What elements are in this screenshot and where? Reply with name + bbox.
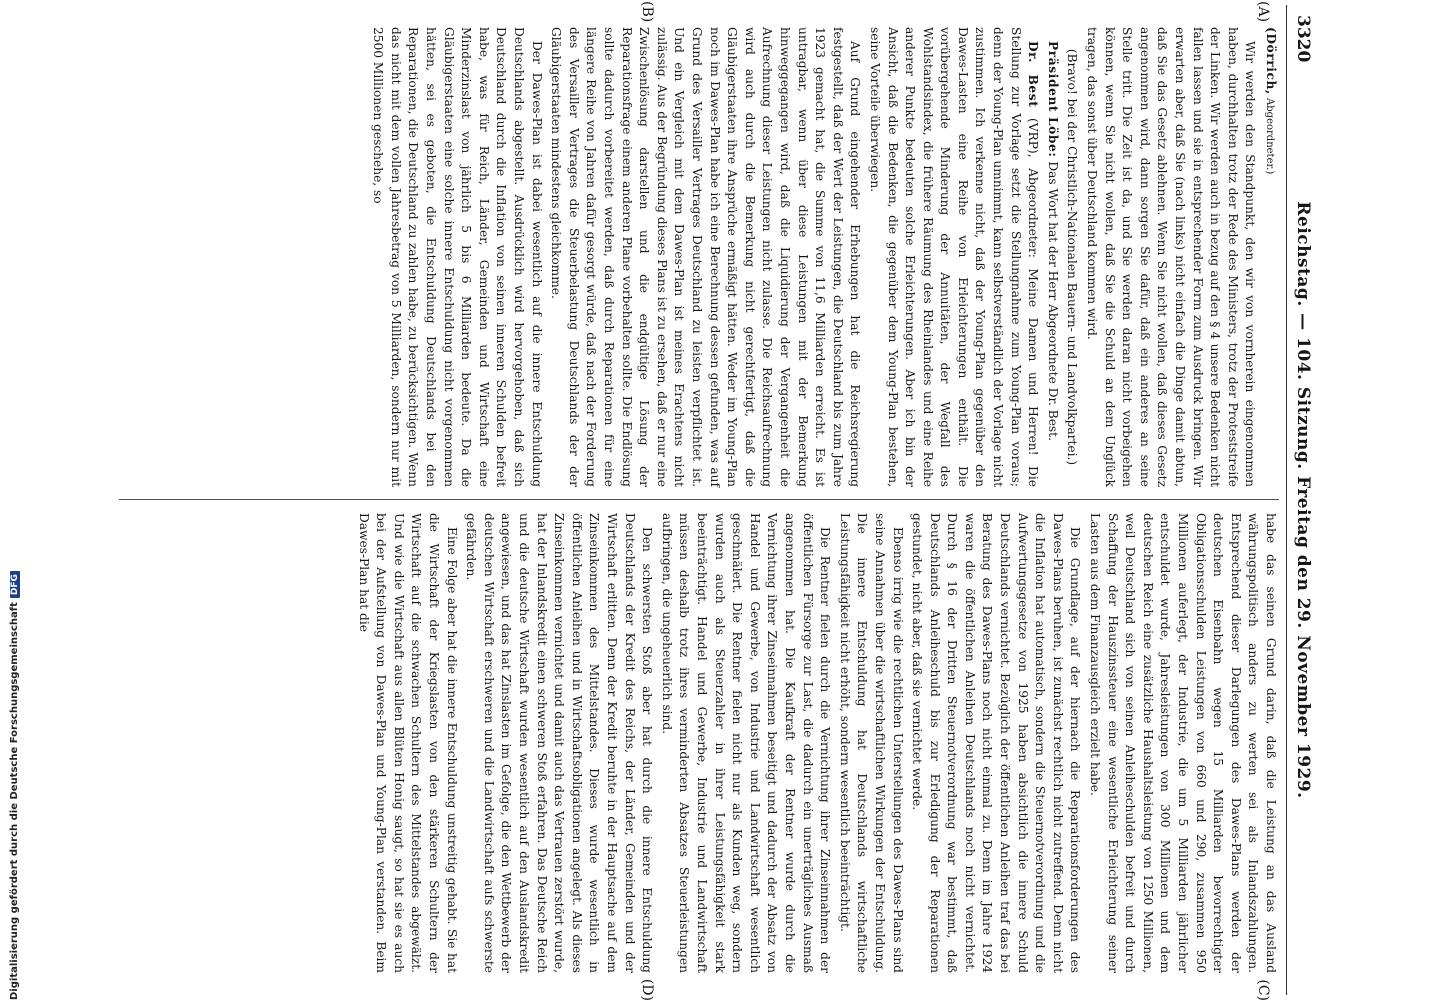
credit-text-wrap	[9, 571, 20, 1000]
credit-strip	[0, 500, 19, 1000]
left-column	[119, 27, 1279, 487]
paragraph: Die Rentner fielen durch die Vernichtung ihrer Zinseinnahmen der öffentlichen Fürsorge zur Last, die dadurch ein unerträgliches Ausmaß angenommen hat. Die Kaufkraft der Rentner wurde durch die Vernichtung ihrer Zinseinnahmen beseitigt und dadurch der Absatz von Handel und Gewerbe, von Industrie und Landwirtschaft wesentlich geschmälert. Die Rentner fielen nicht nur als Kunden weg, sondern wurden auch als Steuerzahler in ihrer Leistungsfähigkeit stark beeinträchtigt. Handel und Gewerbe, Industrie und Landwirtschaft müssen deshalb trotz ihres verminderten Absatzes Steuerleistungen aufbringen, die ungeheuerlich sind.	[659, 513, 833, 973]
margin-marker-b: (B)	[639, 1, 655, 23]
scanned-page	[115, 1, 1315, 1001]
stage-direction: (Bravo! bei der Christlich-Nationalen Bauern- und Landvolkpartei.)	[1065, 48, 1080, 466]
dfg-logo: DFG	[10, 571, 20, 598]
column-divider	[119, 499, 1279, 500]
paragraph	[1260, 27, 1279, 487]
rotated-page-content	[115, 1, 1315, 1001]
paragraph: Den schwersten Stoß aber hat durch die innere Entschuldung Deutschlands der Kredit des Reichs, der Länder, Gemeinden und der Wirtschaft erlitten. Denn der Kredit beruhte in der Hauptsache auf dem Zinseinkommen des Mittelstandes. Dieses wurde wesentlich in öffentlichen Anleihen und in Wirtschaftsobligationen angelegt. Als dieses Zinseinkommen vernichtet und damit auch das Vertrauen zerstört wurde, hat der Inlandskredit einen schweren Stoß erfahren. Das Deutsche Reich und die deutsche Wirtschaft wurden wesentlich auf den Auslandskredit angewiesen, und das hat Zinslasten im Gefolge, die den Wettbewerb der deutschen Wirtschaft erschweren und die Landwirtschaft aufs schwerste gefährden.	[464, 513, 655, 973]
margin-marker-a: (A)	[1255, 1, 1271, 23]
paragraph: Ebenso irrig wie die rechtlichen Unterstellungen des Dawes-Plans sind seine Annahmen über die wirtschaftlichen Wirkungen der Entschuldung. Die innere Entschuldung hat Deutschlands wirtschaftliche Leistungsfähigkeit nicht erhöht, sondern wesentlich beeinträchtigt.	[837, 513, 905, 973]
page-header	[1285, 5, 1315, 995]
speech-text: Das Wort hat der Herr Abgeordnete Dr. Best.	[1045, 157, 1060, 441]
margin-marker-c: (C)	[1255, 979, 1271, 1001]
credit-text: Digitalisierung gefördert durch die Deutsche Forschungsgemeinschaft	[9, 602, 20, 1000]
paragraph: Wir werden den Standpunkt, den wir von vornherein eingenommen haben, durchhalten trotz der Rede des Ministers, trotz der Proteststreife der Linken. Wir werden auch in bezug auf den § 4 unsere Bedenken nicht fallen lassen und sie in entsprechender Form zum Ausdruck bringen. Wir erwarten aber, daß Sie (nach links) nicht einfach die Dinge damit abtun, daß Sie das Gesetz ablehnen. Wenn Sie nicht wollen, daß dieses Gesetz angenommen wird, dann sorgen Sie dafür, daß ein anderes an seine Stelle tritt. Die Zeit ist da, und Sie werden daran nicht vorbeigehen können, wenn Sie nicht wollen, daß Sie die Schuld an dem Unglück tragen, das sonst über Deutschland kommen wird.	[1085, 27, 1258, 487]
running-title: Reichstag. — 104. Sitzung. Freitag den 29. November 1929.	[1293, 201, 1313, 799]
speech-text: (VRP), Abgeordneter: Meine Damen und Herren! Die Stellung zur Vorlage setzt die Stellungnahme zum Young-Plan voraus; denn der Young-Plan umnimmt, kann selbstverständlich der Vorlage nicht zustimmen. Ich verkenne nicht, daß der Young-Plan gegenüber den Dawes-Lasten eine Reihe von Erleichterungen enthält. Die vorübergehende Minderung der Annuitäten, der Wegfall des Wohlstandsindex, die frühere Räumung des Rheinlandes und eine Reihe anderer Punkte bedeuten solche Erleichterungen. Aber ich bin der Ansicht, daß die Bedenken, die gegenüber dem Young-Plan bestehen, seine Vorteile überwiegen.	[867, 27, 1041, 488]
paragraph: Auf Grund eingehender Erhebungen hat die Reichsregierung festgestellt, daß der Wert der Leistungen, die Deutschland bis zum Jahre 1923 gemacht hat, die Summe von 11,6 Milliarden erreicht. Es ist untragbar, wenn über diese Leistungen mit der Bemerkung hinweggegangen wird, daß die Liquidierung der Vergangenheit die Aufrechnung dieser Leistungen nicht zulasse. Die Reichsaufrechnung wird auch durch die Bemerkung nicht gerechtfertigt, daß die Gläubigerstaaten ihre Ansprüche ermäßigt hätten. Weder im Young-Plan noch im Dawes-Plan habe ich eine Berechnung dessen gefunden, was auf Grund des Versailler Vertrages Deutschland zu leisten verpflichtet ist. Und ein Vergleich mit dem Dawes-Plan ist meines Erachtens nicht zulässig. Aus der Begründung dieses Plans ist zu ersehen, daß er nur eine Zwischenlösung darstellen und die endgültige Lösung der Reparationsfrage einem anderen Plane vorbehalten sollte. Die Endlösung sollte dadurch vorbereitet werden, daß durch Reparationen für eine längere Reihe von Jahren dafür gesorgt würde, daß nach der Forderung des Versailler Vertrages die Steuerbelastung Deutschlands der der Gläubigerstaaten mindestens gleichkomme.	[549, 27, 863, 487]
header-rule	[1286, 5, 1287, 995]
speaker-name: (Dörrich,	[1264, 27, 1278, 95]
paragraph: Der Dawes-Plan ist dabei wesentlich auf die innere Entschuldung Deutschlands abgestellt. Ausdrücklich wird hervorgehoben, daß sich Deutschland durch die Inflation von seinen inneren Schulden befreit habe, was für Reich, Länder, Gemeinden und Wirtschaft eine Minderzinslast von jährlich 5 bis 6 Milliarden bedeute. Da die Gläubigerstaaten eine solche innere Entschuldung nicht vorgenommen hätten, sei es geboten, die Entschuldung Deutschlands bei den Reparationen, die Deutschland zu zahlen habe, zu berücksichtigen. Wenn das nicht mit dem vollen Jahresbetrag von 5 Milliarden, sondern nur mit 2500 Millionen geschehe, so	[371, 27, 544, 487]
margin-marker-d: (D)	[639, 978, 655, 1001]
paragraph	[1043, 27, 1061, 487]
right-column	[119, 513, 1279, 973]
page-number: 3320	[1293, 15, 1313, 63]
speaker-name: Präsident Löbe:	[1045, 41, 1060, 158]
speaker-name: Dr. Best	[1026, 41, 1041, 108]
paragraph: Eine Folge aber hat die innere Entschuldung unstreitig gehabt. Sie hat die Wirtschaft der Kriegslasten von den stärkeren Schultern der Wirtschaft auf die schwachen Schultern des Mittelstandes abgewälzt. Und wie die Wirtschaft aus allen Blüten Honig saugt, so hat sie es auch bei der Aufstellung von Dawes-Plan und Young-Plan verstanden. Beim Dawes-Plan hat die	[356, 513, 459, 973]
paragraph: habe das seinen Grund darin, daß die Leistung an das Ausland währungspolitisch anders zu werten sei als Inlandszahlungen. Entsprechend dieser Darlegungen des Dawes-Plans werden der deutschen Eisenbahn wegen 15 Milliarden bevorrechtigter Obligationsschulden Leistungen von 660 und 290, zusammen 950 Millionen auferlegt, der Industrie, die um 5 Milliarden jährlicher entschuldet wurde, Jahresleistungen von 300 Millionen und dem deutschen Reich eine zusätzliche Haushaltsleistung von 1250 Millionen, weil Deutschland sich von seinen Anleiheschulden befreit und durch Schaffung der Hauszinssteuer eine wesentliche Erleichterung seiner Lasten aus dem Finanzausgleich erzielt habe.	[1088, 513, 1278, 973]
speaker-role: Abgeordneter.)	[1264, 94, 1275, 175]
paragraph	[865, 27, 1041, 487]
paragraph: Die Grundlage, auf der hiernach die Reparationsforderungen des Dawes-Plans beruhen, ist zunächst rechtlich nicht zutreffend. Denn nicht die Inflation hat automatisch, sondern die Steuernotverordnung und die Aufwertungsgesetze von 1925 haben absichtlich die innere Schuld Deutschlands vernichtet. Bezüglich der öffentlichen Anleihen traf das bei Beratung des Dawes-Plans noch nicht einmal zu. Denn im Jahre 1924 waren die öffentlichen Anleihen Deutschlands noch nicht vernichtet. Durch § 16 der Dritten Steuernotverordnung war bestimmt, daß Deutschlands Anleiheschuld bis zur Erledigung der Reparationen gestundet, nicht aber, daß sie vernichtet werde.	[910, 513, 1083, 973]
